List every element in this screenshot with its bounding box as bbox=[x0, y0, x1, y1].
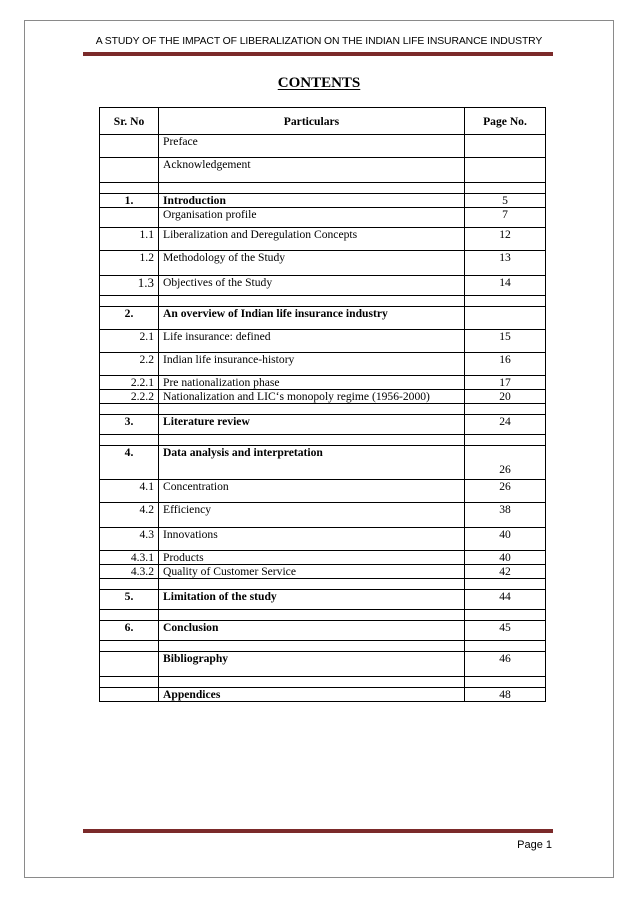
row-page: 16 bbox=[465, 353, 546, 376]
row-particulars: Life insurance: defined bbox=[159, 330, 465, 353]
row-page: 42 bbox=[465, 565, 546, 579]
row-sr bbox=[100, 688, 159, 702]
row-particulars: Preface bbox=[159, 135, 465, 158]
row-page: 5 bbox=[465, 194, 546, 208]
table-row bbox=[100, 276, 546, 296]
page-number: Page 1 bbox=[517, 839, 552, 851]
row-page bbox=[465, 158, 546, 183]
header-rule bbox=[83, 52, 553, 56]
row-particulars: Introduction bbox=[159, 194, 465, 208]
column-header-sr-no: Sr. No bbox=[100, 108, 159, 135]
table-row bbox=[100, 158, 546, 183]
row-page: 24 bbox=[465, 415, 546, 435]
table-row bbox=[100, 688, 546, 702]
row-page: 26 bbox=[465, 480, 546, 503]
row-page: 40 bbox=[465, 551, 546, 565]
row-particulars: Indian life insurance-history bbox=[159, 353, 465, 376]
row-sr: 1.3 bbox=[100, 276, 159, 296]
row-particulars: Pre nationalization phase bbox=[159, 376, 465, 390]
row-particulars: Conclusion bbox=[159, 621, 465, 641]
spacer-row bbox=[100, 677, 546, 688]
row-page: 15 bbox=[465, 330, 546, 353]
spacer-row bbox=[100, 641, 546, 652]
spacer-row bbox=[100, 435, 546, 446]
spacer-row bbox=[100, 610, 546, 621]
table-row bbox=[100, 503, 546, 528]
table-row bbox=[100, 208, 546, 228]
row-particulars: Data analysis and interpretation bbox=[159, 446, 465, 480]
page-title bbox=[0, 75, 638, 92]
row-page: 7 bbox=[465, 208, 546, 228]
table-row bbox=[100, 565, 546, 579]
row-sr: 1. bbox=[100, 194, 159, 208]
row-page: 45 bbox=[465, 621, 546, 641]
table-row bbox=[100, 307, 546, 330]
row-sr: 2.2.2 bbox=[100, 390, 159, 404]
column-header-particulars: Particulars bbox=[159, 108, 465, 135]
row-sr: 4.3 bbox=[100, 528, 159, 551]
row-page: 14 bbox=[465, 276, 546, 296]
row-particulars: Concentration bbox=[159, 480, 465, 503]
row-page: 44 bbox=[465, 590, 546, 610]
row-sr bbox=[100, 652, 159, 677]
row-page: 48 bbox=[465, 688, 546, 702]
contents-table bbox=[99, 107, 546, 702]
table-row bbox=[100, 528, 546, 551]
table-row bbox=[100, 480, 546, 503]
row-page bbox=[465, 135, 546, 158]
row-sr: 4.2 bbox=[100, 503, 159, 528]
table-row bbox=[100, 390, 546, 404]
row-sr: 4. bbox=[100, 446, 159, 480]
row-particulars: Bibliography bbox=[159, 652, 465, 677]
row-particulars: Innovations bbox=[159, 528, 465, 551]
row-sr: 2.1 bbox=[100, 330, 159, 353]
row-page: 26 bbox=[465, 446, 546, 480]
row-particulars: Methodology of the Study bbox=[159, 251, 465, 276]
row-sr: 1.2 bbox=[100, 251, 159, 276]
row-particulars: Limitation of the study bbox=[159, 590, 465, 610]
row-sr bbox=[100, 158, 159, 183]
table-row bbox=[100, 251, 546, 276]
row-page: 13 bbox=[465, 251, 546, 276]
row-particulars: An overview of Indian life insurance industry bbox=[159, 307, 465, 330]
row-sr: 4.3.2 bbox=[100, 565, 159, 579]
row-page: 17 bbox=[465, 376, 546, 390]
table-row bbox=[100, 446, 546, 480]
table-row bbox=[100, 590, 546, 610]
row-sr: 2.2 bbox=[100, 353, 159, 376]
footer-rule bbox=[83, 829, 553, 833]
row-page: 12 bbox=[465, 228, 546, 251]
row-particulars: Literature review bbox=[159, 415, 465, 435]
row-particulars: Appendices bbox=[159, 688, 465, 702]
table-row bbox=[100, 415, 546, 435]
row-sr: 2.2.1 bbox=[100, 376, 159, 390]
table-row bbox=[100, 353, 546, 376]
row-sr: 1.1 bbox=[100, 228, 159, 251]
table-row bbox=[100, 551, 546, 565]
row-page: 20 bbox=[465, 390, 546, 404]
table-row bbox=[100, 621, 546, 641]
table-row bbox=[100, 652, 546, 677]
row-page: 38 bbox=[465, 503, 546, 528]
table-row bbox=[100, 376, 546, 390]
row-sr: 4.3.1 bbox=[100, 551, 159, 565]
row-page: 40 bbox=[465, 528, 546, 551]
spacer-row bbox=[100, 404, 546, 415]
table-row bbox=[100, 194, 546, 208]
column-header-page-no: Page No. bbox=[465, 108, 546, 135]
table-header-row bbox=[100, 108, 546, 135]
spacer-row bbox=[100, 296, 546, 307]
row-sr: 2. bbox=[100, 307, 159, 330]
running-header: A STUDY OF THE IMPACT OF LIBERALIZATION ON THE INDIAN LIFE INSURANCE INDUSTRY bbox=[95, 36, 543, 47]
row-particulars: Organisation profile bbox=[159, 208, 465, 228]
row-particulars: Liberalization and Deregulation Concepts bbox=[159, 228, 465, 251]
row-particulars: Nationalization and LIC‘s monopoly regime (1956-2000) bbox=[159, 390, 465, 404]
row-particulars: Efficiency bbox=[159, 503, 465, 528]
row-particulars: Objectives of the Study bbox=[159, 276, 465, 296]
spacer-row bbox=[100, 183, 546, 194]
row-particulars: Products bbox=[159, 551, 465, 565]
table-row bbox=[100, 228, 546, 251]
row-particulars: Acknowledgement bbox=[159, 158, 465, 183]
row-sr: 4.1 bbox=[100, 480, 159, 503]
row-particulars: Quality of Customer Service bbox=[159, 565, 465, 579]
row-sr: 3. bbox=[100, 415, 159, 435]
row-sr: 5. bbox=[100, 590, 159, 610]
spacer-row bbox=[100, 579, 546, 590]
table-row bbox=[100, 330, 546, 353]
row-sr bbox=[100, 135, 159, 158]
table-row bbox=[100, 135, 546, 158]
row-page bbox=[465, 307, 546, 330]
row-sr bbox=[100, 208, 159, 228]
row-sr: 6. bbox=[100, 621, 159, 641]
contents-title: CONTENTS bbox=[277, 75, 361, 91]
row-page: 46 bbox=[465, 652, 546, 677]
